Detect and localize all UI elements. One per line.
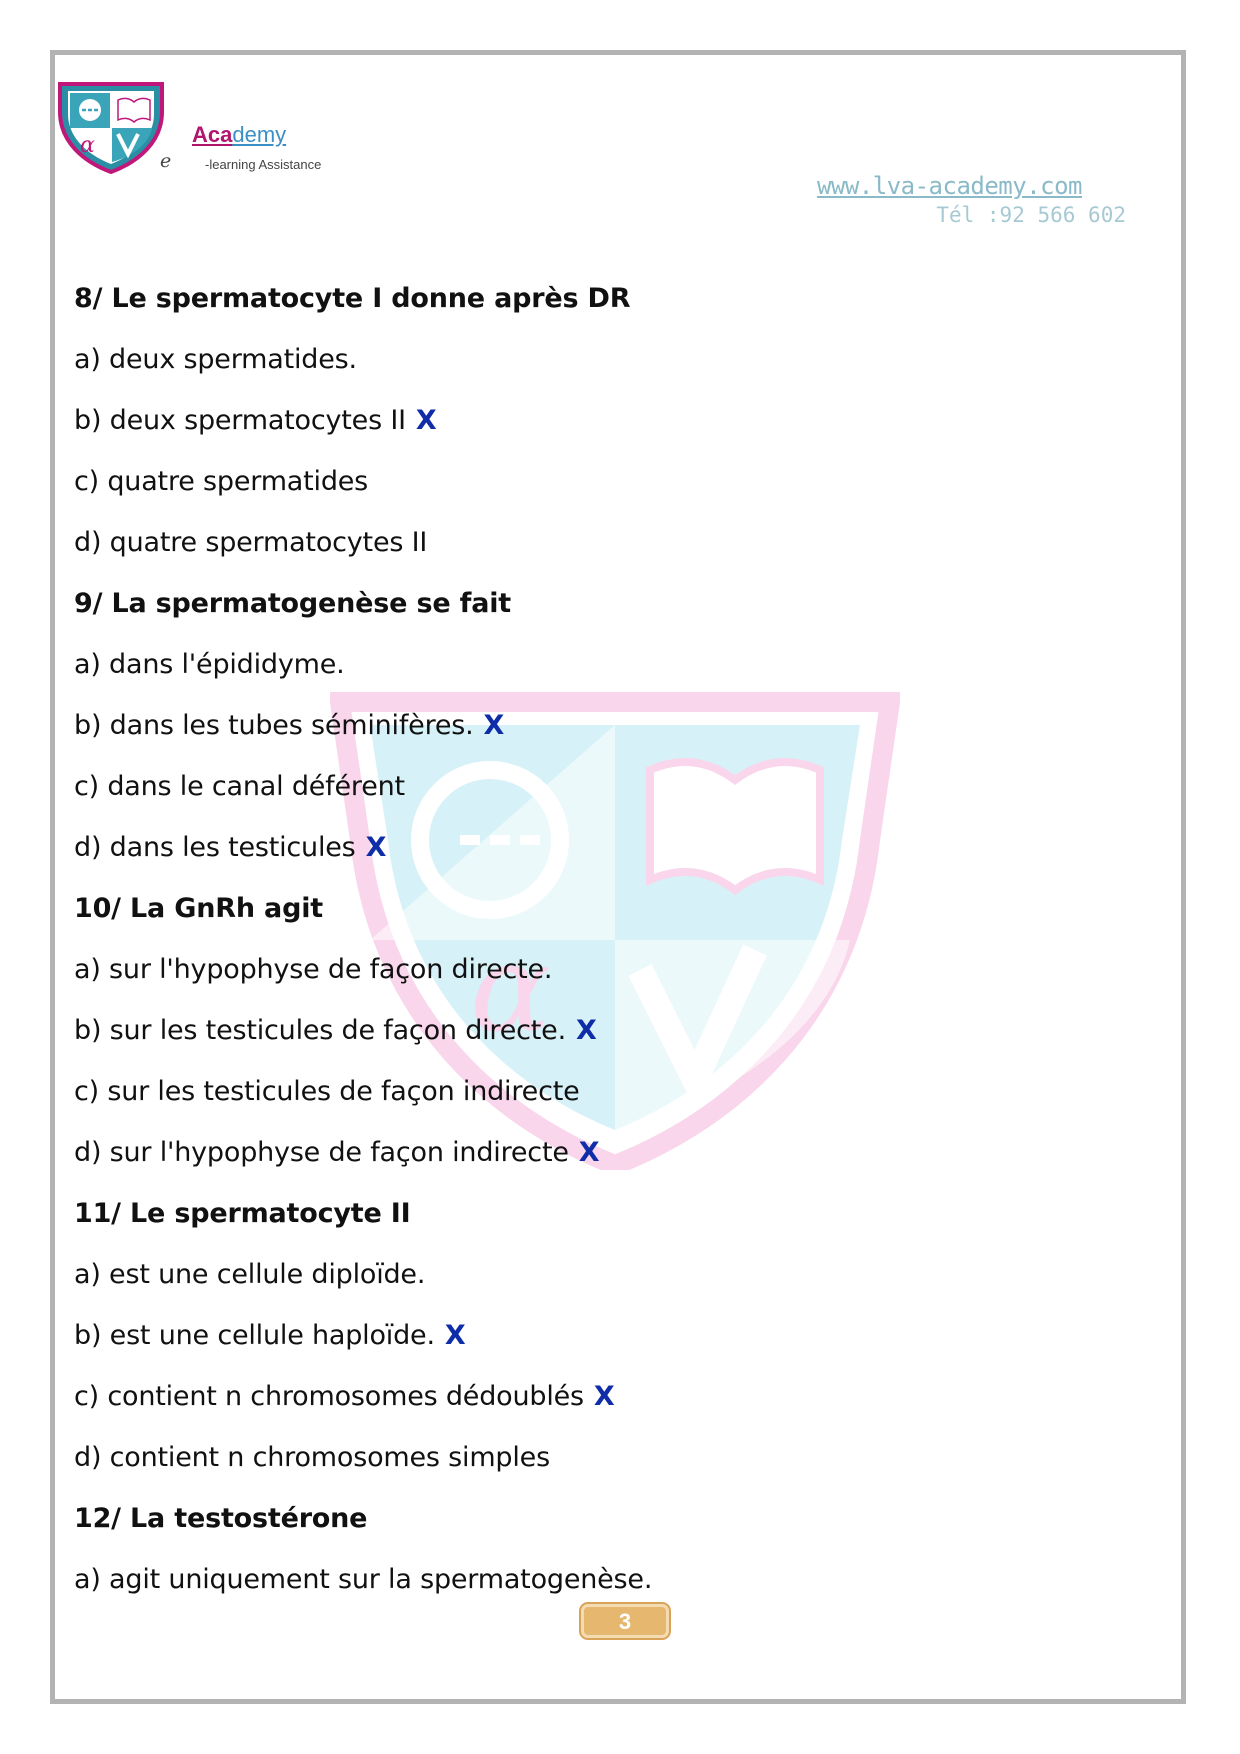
question-text: 10/ La GnRh agit [74, 893, 323, 924]
question-heading [74, 581, 1074, 642]
question-heading [74, 276, 1074, 337]
brand-e-letter: e [160, 150, 172, 172]
answer-option [74, 520, 1074, 581]
correct-answer-mark: X [444, 1320, 466, 1351]
question-list [74, 276, 1074, 1618]
answer-option [74, 337, 1074, 398]
answer-option [74, 1313, 1074, 1374]
answer-option [74, 1557, 1074, 1618]
answer-text: c) contient n chromosomes dédoublés [74, 1381, 584, 1412]
question-text: 11/ Le spermatocyte II [74, 1198, 411, 1229]
answer-option [74, 1130, 1074, 1191]
question-heading [74, 886, 1074, 947]
correct-answer-mark: X [593, 1381, 615, 1412]
answer-text: a) dans l'épididyme. [74, 649, 345, 680]
answer-option [74, 1069, 1074, 1130]
answer-text: b) deux spermatocytes II [74, 405, 406, 436]
answer-text: b) est une cellule haploïde. [74, 1320, 435, 1351]
answer-text: b) dans les tubes séminifères. [74, 710, 474, 741]
answer-text: d) quatre spermatocytes II [74, 527, 428, 558]
correct-answer-mark: X [575, 1015, 597, 1046]
question-text: 9/ La spermatogenèse se fait [74, 588, 511, 619]
answer-option [74, 398, 1074, 459]
question-text: 12/ La testostérone [74, 1503, 368, 1534]
answer-text: a) deux spermatides. [74, 344, 357, 375]
answer-text: d) dans les testicules [74, 832, 356, 863]
answer-text: b) sur les testicules de façon directe. [74, 1015, 566, 1046]
answer-option [74, 642, 1074, 703]
correct-answer-mark: X [415, 405, 437, 436]
shield-logo-icon [56, 78, 166, 174]
question-heading [74, 1496, 1074, 1557]
phone-number: Tél :92 566 602 [936, 203, 1126, 227]
correct-answer-mark: X [578, 1137, 600, 1168]
correct-answer-mark: X [483, 710, 505, 741]
answer-option [74, 764, 1074, 825]
answer-text: a) sur l'hypophyse de façon directe. [74, 954, 553, 985]
correct-answer-mark: X [365, 832, 387, 863]
answer-option [74, 459, 1074, 520]
answer-text: d) contient n chromosomes simples [74, 1442, 550, 1473]
question-text: 8/ Le spermatocyte I donne après DR [74, 283, 631, 314]
brand-name [192, 122, 286, 148]
brand-name-part2: demy [232, 122, 287, 147]
watermark-alpha: α [470, 920, 552, 1059]
answer-option [74, 947, 1074, 1008]
answer-option [74, 1374, 1074, 1435]
answer-text: a) agit uniquement sur la spermatogenèse. [74, 1564, 653, 1595]
page-number-badge: 3 [581, 1604, 669, 1638]
logo-alpha: α [80, 133, 95, 158]
brand-name-part1: Aca [192, 122, 233, 147]
answer-text: c) quatre spermatides [74, 466, 369, 497]
brand-tagline: -learning Assistance [205, 157, 322, 172]
answer-option [74, 1008, 1074, 1069]
answer-text: c) sur les testicules de façon indirecte [74, 1076, 580, 1107]
answer-text: c) dans le canal déférent [74, 771, 405, 802]
answer-option [74, 1252, 1074, 1313]
answer-text: d) sur l'hypophyse de façon indirecte [74, 1137, 569, 1168]
answer-option [74, 1435, 1074, 1496]
answer-text: a) est une cellule diploïde. [74, 1259, 426, 1290]
question-heading [74, 1191, 1074, 1252]
answer-option [74, 825, 1074, 886]
answer-option [74, 703, 1074, 764]
website-link[interactable]: www.lva-academy.com [816, 172, 1082, 200]
